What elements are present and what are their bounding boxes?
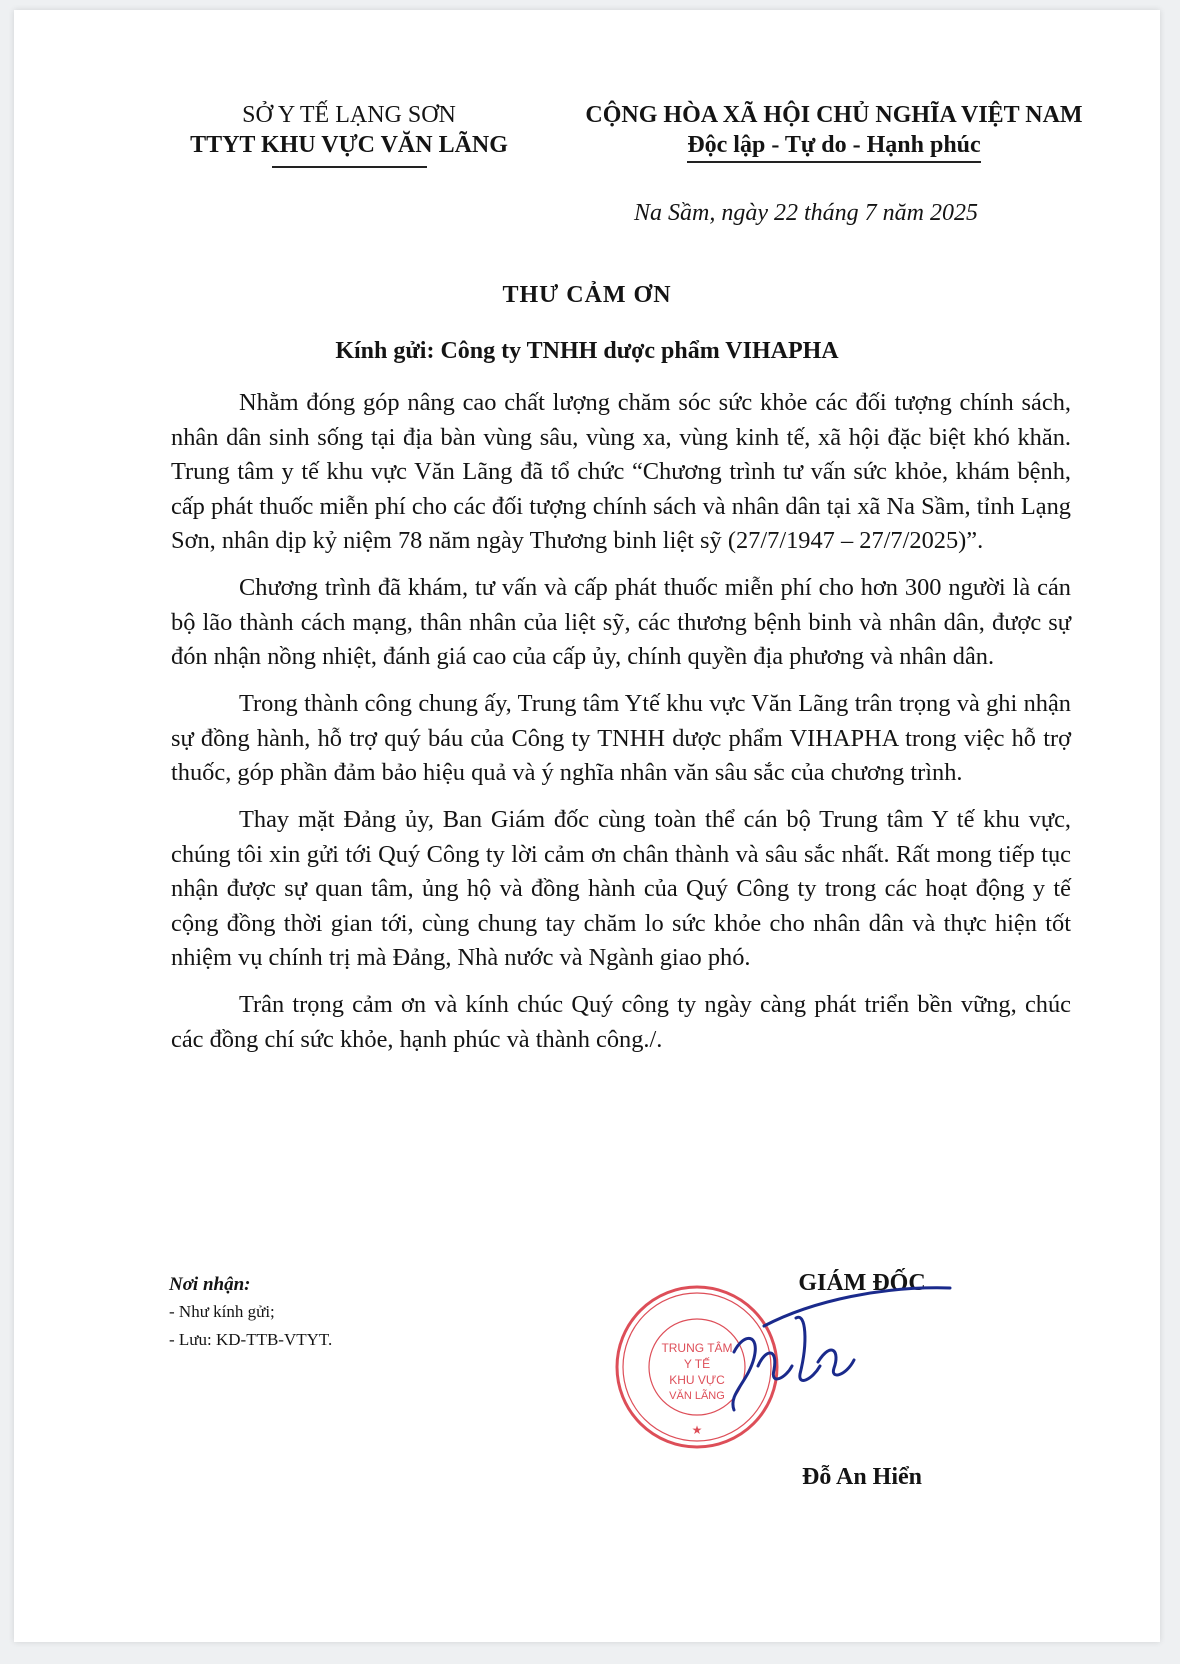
national-motto: Độc lập - Tự do - Hạnh phúc xyxy=(687,130,980,163)
national-title: CỘNG HÒA XÃ HỘI CHỦ NGHĨA VIỆT NAM xyxy=(585,102,1083,128)
body-paragraph: Nhằm đóng góp nâng cao chất lượng chăm sóc sức khỏe các đối tượng chính sách, nhân dân sinh sống tại địa bàn vùng sâu, vùng xa, vùng kinh tế, xã hội đặc biệt khó khăn. Trung tâm y tế khu vực Văn Lãng đã tổ chức “Chương trình tư vấn sức khỏe, khám bệnh, cấp phát thuốc miễn phí cho các đối tượng chính sách và nhân dân tại xã Na Sầm, tỉnh Lạng Sơn, nhân dịp kỷ niệm 78 năm ngày Thương binh liệt sỹ (27/7/1947 – 27/7/2025)”. xyxy=(171,389,1071,554)
recipient-item: - Như kính gửi; xyxy=(169,1302,275,1321)
body-paragraph: Trân trọng cảm ơn và kính chúc Quý công ty ngày càng phát triển bền vững, chúc các đồng chí sức khỏe, hạnh phúc và thành công./. xyxy=(171,991,1071,1053)
signer-name: Đỗ An Hiển xyxy=(801,1464,923,1490)
recipient-item: - Lưu: KD-TTB-VTYT. xyxy=(169,1330,333,1349)
seal-line: Y TẾ xyxy=(683,1357,711,1371)
national-header xyxy=(554,100,1114,163)
recipients-heading: Nơi nhận: xyxy=(169,1274,251,1295)
seal-line: VĂN LÃNG xyxy=(669,1390,725,1402)
signer-title: GIÁM ĐỐC xyxy=(798,1270,926,1296)
body-paragraph: Chương trình đã khám, tư vấn và cấp phát thuốc miễn phí cho hơn 300 người là cán bộ lão thành cách mạng, thân nhân của liệt sỹ, các thương bệnh binh và nhân dân, được sự đón nhận nồng nhiệt, đánh giá cao của cấp ủy, chính quyền địa phương và nhân dân. xyxy=(171,574,1071,670)
recipients-block xyxy=(169,1272,569,1354)
seal-line: KHU VỰC xyxy=(669,1373,725,1387)
seal-line: TRUNG TÂM xyxy=(661,1341,733,1355)
body-paragraph: Trong thành công chung ấy, Trung tâm Ytế khu vực Văn Lãng trân trọng và ghi nhận sự đồng hành, hỗ trợ quý báu của Công ty TNHH dược phẩm VIHAPHA trong việc hỗ trợ thuốc, góp phần đảm bảo hiệu quả và ý nghĩa nhân văn sâu sắc của chương trình. xyxy=(171,690,1071,786)
signature-icon xyxy=(714,1282,954,1422)
parent-agency: SỞ Y TẾ LẠNG SƠN xyxy=(242,102,456,128)
salutation: Kính gửi: Công ty TNHH dược phẩm VIHAPHA xyxy=(335,338,839,364)
issuing-agency: TTYT KHU VỰC VĂN LÃNG xyxy=(190,132,508,158)
document-page xyxy=(14,10,1160,1642)
agency-header xyxy=(134,100,564,168)
letter-body xyxy=(171,386,1071,1070)
svg-text:★: ★ xyxy=(691,1423,703,1437)
agency-underline xyxy=(272,166,427,168)
date-line: Na Sầm, ngày 22 tháng 7 năm 2025 xyxy=(634,200,978,226)
letter-title: THƯ CẢM ƠN xyxy=(502,282,672,308)
body-paragraph: Thay mặt Đảng ủy, Ban Giám đốc cùng toàn thể cán bộ Trung tâm Y tế khu vực, chúng tôi xin gửi tới Quý Công ty lời cảm ơn chân thành và sâu sắc nhất. Rất mong tiếp tục nhận được sự quan tâm, ủng hộ và đồng hành của Quý Công ty trong các hoạt động y tế cộng đồng thời gian tới, cùng chung tay chăm lo sức khỏe cho nhân dân và thực hiện tốt nhiệm vụ chính trị mà Đảng, Nhà nước và Ngành giao phó. xyxy=(171,806,1071,971)
